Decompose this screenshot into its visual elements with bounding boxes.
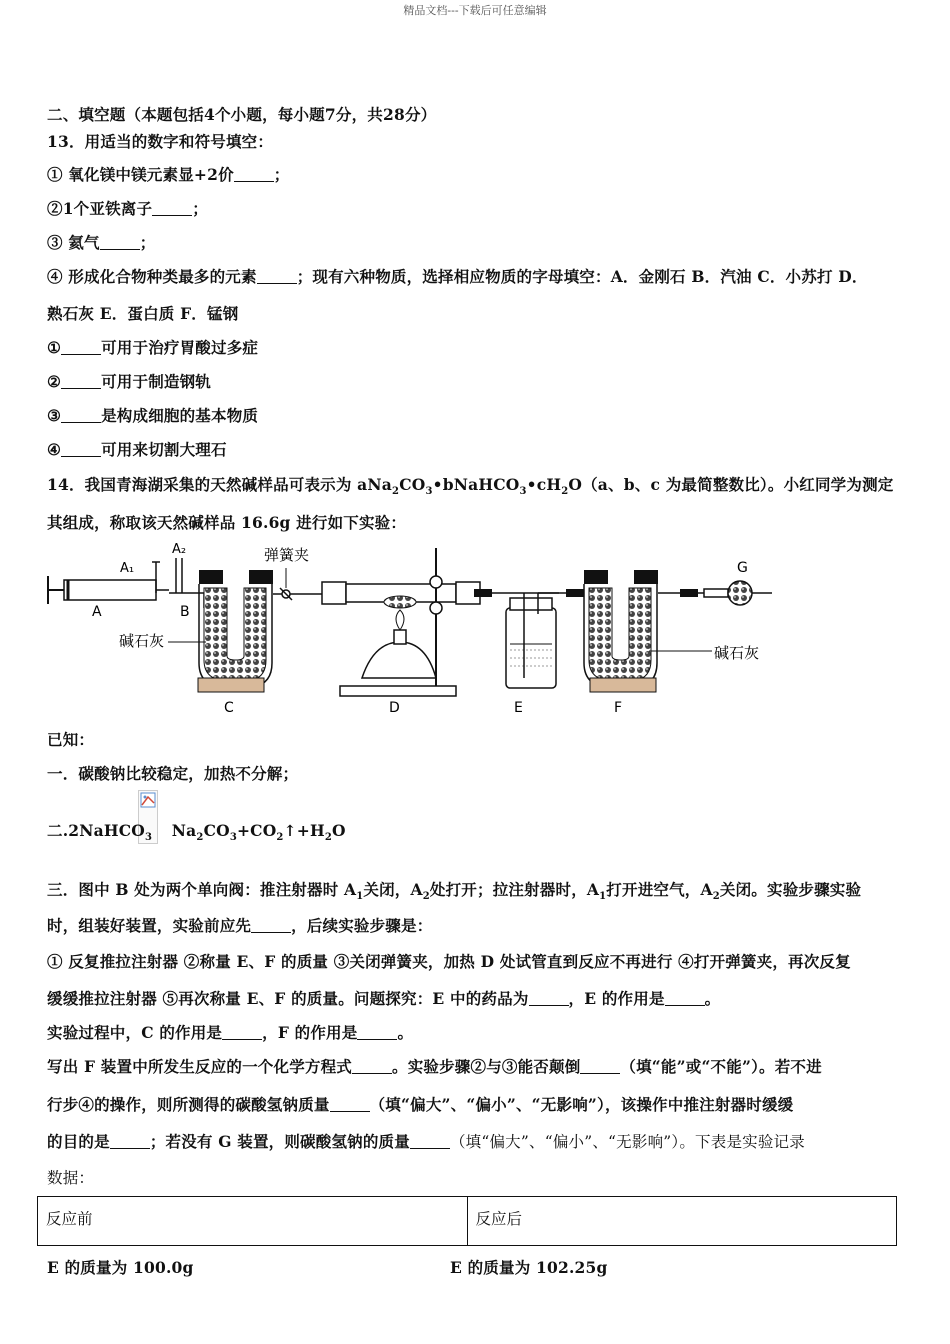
- equation-part: Na: [171, 821, 197, 840]
- answer-blank: [251, 918, 291, 933]
- bottle-e: [506, 593, 556, 688]
- text-part: 写出 F 装置中所发生反应的一个化学方程式: [47, 1057, 352, 1076]
- text-part: 处打开；拉注射器时，A: [429, 880, 600, 899]
- q14-para-9: 数据：: [47, 1169, 95, 1187]
- q14-para-2: [47, 914, 432, 936]
- q14-para-7: [47, 1093, 793, 1115]
- answer-blank: [61, 408, 101, 423]
- known-2: [47, 819, 346, 843]
- text-part: 三．图中 B 处为两个单向阀：推注射器时 A: [47, 880, 357, 899]
- text-part: 打开进空气，A: [606, 880, 713, 899]
- table-value-before: E 的质量为 100.0g: [47, 1258, 194, 1277]
- known-title: 已知：: [47, 730, 95, 749]
- label-a1: A₁: [120, 561, 135, 576]
- subscript: 2: [196, 832, 204, 844]
- label-f: F: [614, 700, 623, 716]
- label-soda-lime-right: 碱石灰: [714, 644, 760, 662]
- q13-item-1-text: ① 氧化镁中镁元素显+2价: [47, 165, 234, 184]
- q14-stem-part: 14．我国青海湖采集的天然碱样品可表示为 aNa: [47, 475, 393, 494]
- answer-blank: [61, 442, 101, 457]
- q13-sub-1-num: ①: [47, 338, 62, 357]
- label-a: A: [92, 604, 102, 620]
- q14-line2: 其组成，称取该天然碱样品 16.6g 进行如下实验：: [47, 513, 407, 532]
- label-spring-clip: 弹簧夹: [264, 546, 310, 564]
- q13-item-2-text: ②1个亚铁离子: [47, 199, 153, 218]
- subscript: 2: [561, 486, 569, 498]
- q13-sub-2-text: 可用于制造钢轨: [101, 372, 212, 391]
- text-part: 关闭，A: [363, 880, 423, 899]
- text-part: ，E 的作用是: [568, 989, 665, 1008]
- syringe-a: [48, 576, 169, 604]
- text-part: 的目的是: [47, 1132, 110, 1151]
- q13-sub-1: [47, 336, 258, 358]
- text-part: 缓缓推拉注射器 ⑤再次称量 E、F 的质量。问题探究：E 中的药品为: [47, 989, 529, 1008]
- subscript: 2: [324, 832, 332, 844]
- text-part: 关闭。实验步骤实验: [719, 880, 862, 899]
- text-part: ；若没有 G 装置，则碳酸氢钠的质量: [149, 1132, 410, 1151]
- q13-sub-1-text: 可用于治疗胃酸过多症: [101, 338, 259, 357]
- q13-item-1-end: ；: [273, 165, 290, 184]
- q14-stem-part: CO: [399, 475, 426, 494]
- q13-item-3: [47, 231, 155, 253]
- q13-sub-3: [47, 404, 258, 426]
- answer-blank: [61, 374, 101, 389]
- equation-part: 二.2NaHCO: [47, 821, 145, 840]
- drying-tube-g: [704, 581, 772, 605]
- q14-para-3: ① 反复推拉注射器 ②称量 E、F 的质量 ③关闭弹簧夹，加热 D 处试管直到反应不再进行 ④打开弹簧夹，再次反复: [47, 952, 851, 971]
- label-d: D: [389, 700, 400, 716]
- q13-sub-3-num: ③: [47, 406, 62, 425]
- label-b: B: [180, 604, 190, 620]
- text-part: （填“偏大”、“偏小”、“无影响”）。下表是实验记录: [449, 1133, 805, 1151]
- valve-b: [152, 558, 204, 608]
- q13-item-2-end: ；: [192, 199, 208, 218]
- u-tube-f: [584, 570, 658, 692]
- answer-blank: [357, 1025, 397, 1040]
- q13-sub-4-num: ④: [47, 440, 62, 459]
- subscript: 3: [425, 486, 433, 498]
- label-a2: A₂: [172, 542, 187, 557]
- q13-item-4-text: ④ 形成化合物种类最多的元素: [47, 267, 257, 286]
- q14-stem-part: •bNaHCO: [432, 475, 520, 494]
- q14-para-5: [47, 1021, 413, 1043]
- equation-part: O: [332, 821, 346, 840]
- q14-para-8: [47, 1130, 805, 1152]
- known-1: 一．碳酸钠比较稳定，加热不分解；: [47, 764, 299, 783]
- answer-blank: [100, 235, 140, 250]
- answer-blank: [152, 201, 192, 216]
- subscript: 2: [392, 486, 400, 498]
- data-table: [37, 1196, 897, 1246]
- heated-tube-d: [322, 548, 480, 696]
- text-part: （填“偏大”、“偏小”、“无影响”），该操作中推注射器时缓缓: [369, 1095, 794, 1114]
- text-part: 实验过程中，C 的作用是: [47, 1023, 223, 1042]
- q13-item-3-end: ；: [139, 233, 156, 252]
- q14-para-1: 三．图中 B 处为两个单向阀：推注射器时 $A_1$关闭，$A_2$处打开；拉注射器时，$A_1$打开进空气，$A_2$关闭。实验步骤实验: [47, 880, 862, 903]
- experiment-apparatus-figure: [44, 538, 784, 718]
- answer-blank: [222, 1025, 262, 1040]
- answer-blank: [234, 167, 274, 182]
- q13-item-2: [47, 197, 208, 219]
- q13-sub-2: [47, 370, 211, 392]
- answer-blank: [580, 1059, 620, 1074]
- answer-blank: [410, 1134, 450, 1149]
- label-e: E: [514, 700, 523, 716]
- answer-blank: [665, 991, 705, 1006]
- table-header-after: 反应后: [467, 1197, 897, 1246]
- q13-item-4-options: ；现有六种物质，选择相应物质的字母填空：A．金刚石 B．汽油 C．小苏打 D．: [296, 267, 868, 286]
- table-row: [38, 1197, 897, 1246]
- section-title: 二、填空题（本题包括4个小题，每小题7分，共28分）: [47, 105, 437, 124]
- text-part: ，F 的作用是: [262, 1023, 358, 1042]
- subscript: 2: [276, 832, 284, 844]
- subscript: 3: [144, 832, 153, 844]
- q13-item-4-cont: 熟石灰 E．蛋白质 F．锰钢: [47, 304, 239, 323]
- answer-blank: [61, 340, 101, 355]
- answer-blank: [257, 269, 297, 284]
- subscript: 3: [229, 832, 237, 844]
- q14-para-4: [47, 987, 720, 1009]
- q13-item-3-text: ③ 氦气: [47, 233, 100, 252]
- equation-part: CO: [203, 821, 230, 840]
- label-g: G: [737, 560, 748, 576]
- q14-stem: [47, 473, 893, 497]
- text-part: 行步④的操作，则所测得的碳酸氢钠质量: [47, 1095, 330, 1114]
- table-header-before: 反应前: [38, 1197, 468, 1246]
- q14-stem-part: •cH: [526, 475, 562, 494]
- q13-sub-4: [47, 438, 227, 460]
- text-part: 时，组装好装置，实验前应先: [47, 916, 252, 935]
- q14-para-6: [47, 1055, 822, 1077]
- equation-part: +CO: [236, 821, 277, 840]
- spring-clip: [280, 568, 292, 600]
- u-tube-c: [198, 570, 273, 692]
- label-c: C: [224, 700, 234, 716]
- answer-blank: [110, 1134, 150, 1149]
- q13-item-1: [47, 163, 289, 185]
- text-part: （填“能”或“不能”）。若不进: [620, 1057, 822, 1076]
- q13-sub-3-text: 是构成细胞的基本物质: [101, 406, 259, 425]
- table-value-after: E 的质量为 102.25g: [450, 1258, 608, 1277]
- q13-sub-2-num: ②: [47, 372, 62, 391]
- text-part: ，后续实验步骤是：: [291, 916, 433, 935]
- answer-blank: [529, 991, 569, 1006]
- text-part: 。: [397, 1023, 414, 1042]
- text-part: 。实验步骤②与③能否颠倒: [392, 1057, 581, 1076]
- page-header: 精品文档---下载后可任意编辑: [403, 4, 547, 17]
- text-part: 。: [704, 989, 721, 1008]
- q13-stem: 13．用适当的数字和符号填空：: [47, 132, 274, 151]
- answer-blank: [330, 1097, 370, 1112]
- q14-stem-part: O（a、b、c 为最简整数比）。小红同学为测定: [568, 475, 894, 494]
- subscript: 3: [519, 486, 527, 498]
- label-soda-lime-left: 碱石灰: [119, 632, 165, 650]
- equation-part: ↑+H: [283, 821, 325, 840]
- q13-sub-4-text: 可用来切割大理石: [101, 440, 227, 459]
- q13-item-4: [47, 265, 868, 287]
- answer-blank: [352, 1059, 392, 1074]
